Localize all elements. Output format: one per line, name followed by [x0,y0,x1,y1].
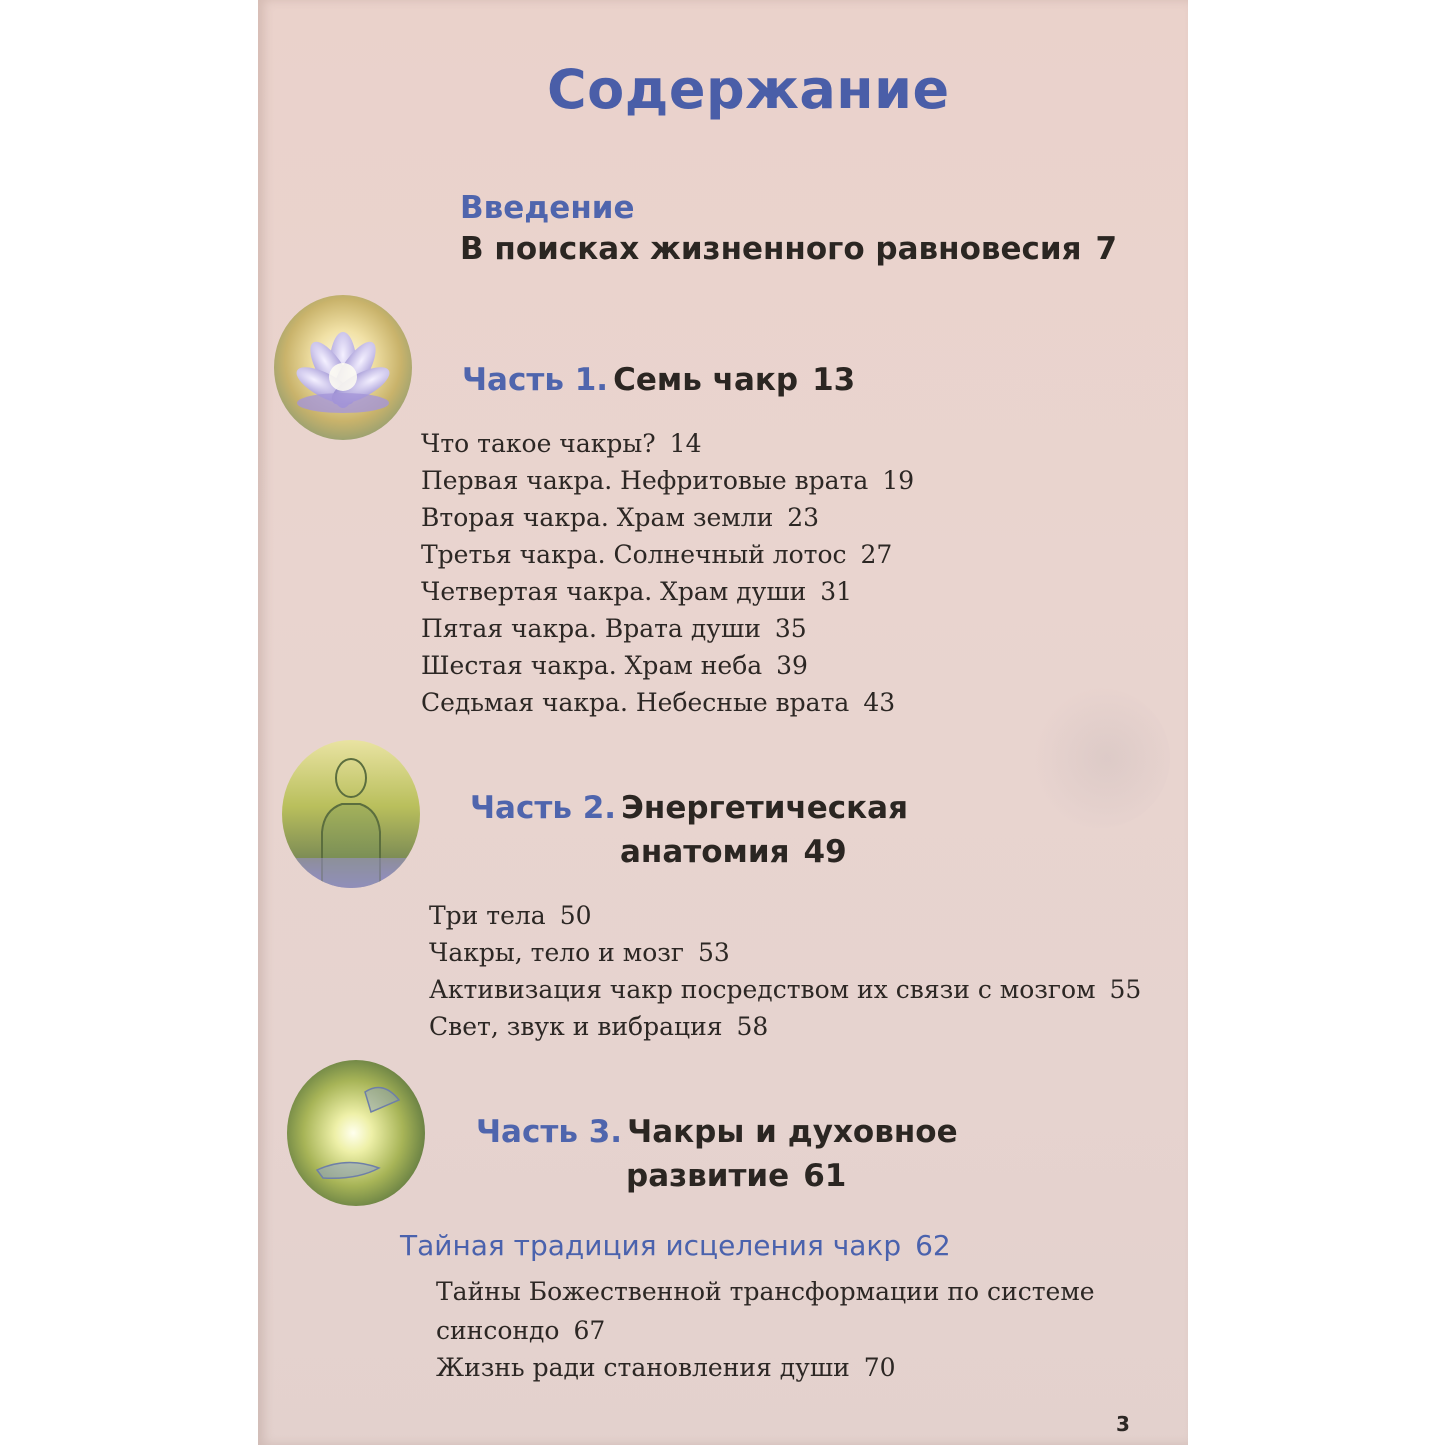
toc-entry: Седьмая чакра. Небесные врата 43 [421,688,896,717]
part1-page: 13 [812,362,856,398]
part3-title-line2: развитие [626,1158,790,1194]
bleed-through-circle [1030,688,1170,828]
intro-page: 7 [1095,231,1118,267]
intro-title [460,231,1117,267]
toc-entry: Первая чакра. Нефритовые врата 19 [421,466,915,495]
toc-entry: Свет, звук и вибрация 58 [429,1012,769,1041]
toc-entry: Три тела 50 [429,901,592,930]
part3-page: 61 [803,1158,847,1194]
intro-label: Введение [460,190,635,226]
part3-heading-line1 [476,1114,958,1150]
glowing-hands-icon [287,1060,425,1206]
part2-page: 49 [803,834,847,870]
toc-entry: Четвертая чакра. Храм души 31 [421,577,853,606]
intro-title-text: В поисках жизненного равновесия [460,231,1082,267]
hands-illustration [287,1060,425,1206]
toc-entry: Вторая чакра. Храм земли 23 [421,503,820,532]
part3-label: Часть 3. [476,1114,623,1150]
part1-label: Часть 1. [462,362,609,398]
toc-entry-line1: Тайны Божественной трансформации по системе [436,1277,1095,1306]
toc-entry: Что такое чакры? 14 [421,429,702,458]
toc-entry-line2: синсондо 67 [436,1316,606,1345]
part3-subheading: Тайная традиция исцеления чакр 62 [400,1229,951,1262]
lotus-icon [274,295,412,440]
toc-entry: Третья чакра. Солнечный лотос 27 [421,540,893,569]
silhouette-illustration [282,740,420,888]
part1-heading [462,362,855,398]
human-silhouette-icon [282,740,420,888]
part3-heading-line2 [626,1158,846,1194]
toc-entry: Чакры, тело и мозг 53 [429,938,730,967]
toc-entry: Активизация чакр посредством их связи с мозгом 55 [429,975,1142,1004]
page-number: 3 [1116,1412,1130,1436]
part2-title-line1: Энергетическая [621,790,908,826]
part3-title-line1: Чакры и духовное [627,1114,958,1150]
page-title: Содержание [547,58,950,121]
toc-entry: Жизнь ради становления души 70 [436,1353,896,1382]
part2-title-line2: анатомия [620,834,790,870]
toc-entry: Пятая чакра. Врата души 35 [421,614,807,643]
part2-heading-line1 [470,790,908,826]
part2-label: Часть 2. [470,790,617,826]
lotus-illustration [274,295,412,440]
part1-title: Семь чакр [613,362,799,398]
toc-entry: Шестая чакра. Храм неба 39 [421,651,808,680]
part2-heading-line2 [620,834,847,870]
